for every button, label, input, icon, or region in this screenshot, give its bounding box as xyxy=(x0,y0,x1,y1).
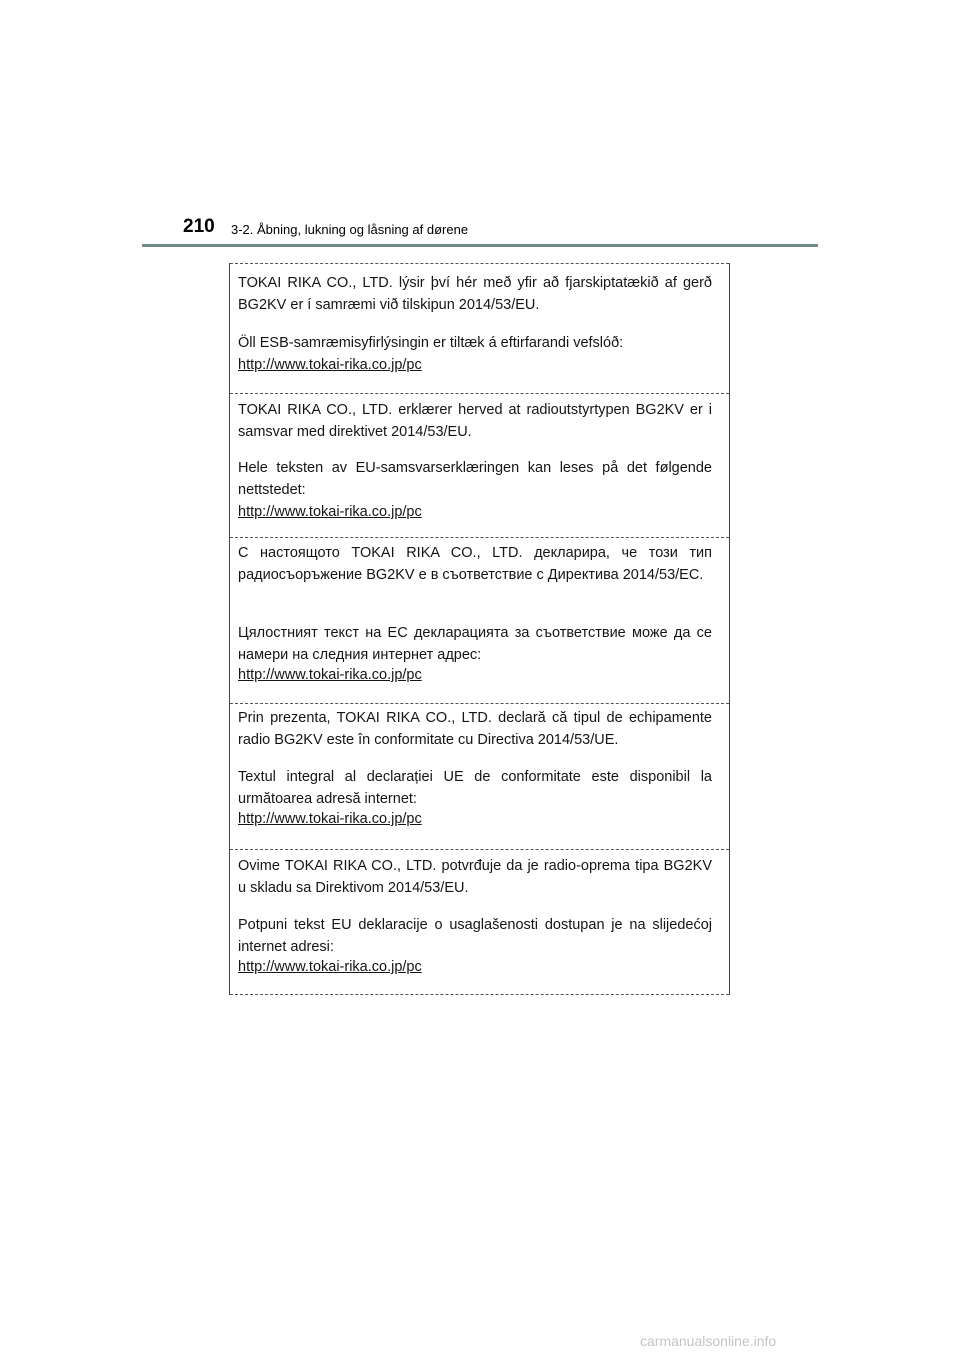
declaration-link[interactable]: http://www.tokai-rika.co.jp/pc xyxy=(238,959,422,975)
declaration-link[interactable]: http://www.tokai-rika.co.jp/pc xyxy=(238,504,422,520)
declaration-statement: TOKAI RIKA CO., LTD. erklærer herved at radioutstyrtypen BG2KV er i samsvar med direktivet 2014/53/EU. xyxy=(238,402,712,440)
page-number: 210 xyxy=(183,216,215,237)
declaration-link[interactable]: http://www.tokai-rika.co.jp/pc xyxy=(238,357,422,373)
declaration-icelandic xyxy=(230,263,729,393)
declaration-full-text: Potpuni tekst EU deklaracije o usaglašenosti dostupan je na slijedećoj internet adresi: xyxy=(238,917,712,955)
declaration-bulgarian xyxy=(230,537,729,703)
declaration-statement: Ovime TOKAI RIKA CO., LTD. potvrđuje da je radio-oprema tipa BG2KV u skladu sa Direktivom 2014/53/EU. xyxy=(238,858,712,896)
declaration-full-text: Öll ESB-samræmisyfirlýsingin er tiltæk á eftirfarandi vefslóð: xyxy=(238,335,624,351)
declaration-full-text: Textul integral al declarației UE de conformitate este disponibil la următoarea adresă internet: xyxy=(238,769,712,807)
declaration-norwegian xyxy=(230,393,729,537)
declaration-statement: Prin prezenta, TOKAI RIKA CO., LTD. declară că tipul de echipamente radio BG2KV este în conformitate cu Directiva 2014/53/UE. xyxy=(238,710,712,748)
declaration-link[interactable]: http://www.tokai-rika.co.jp/pc xyxy=(238,811,422,827)
declaration-statement: С настоящото TOKAI RIKA CO., LTD. декларира, че този тип радиосъоръжение BG2KV е в съответствие с Директива 2014/53/ЕС. xyxy=(238,545,712,583)
declaration-box xyxy=(229,263,730,995)
declaration-romanian xyxy=(230,703,729,849)
header-rule xyxy=(142,244,818,247)
declaration-croatian xyxy=(230,849,729,995)
watermark: carmanualsonline.info xyxy=(640,1333,777,1349)
declaration-full-text: Hele teksten av EU-samsvarserklæringen kan leses på det følgende nettstedet: xyxy=(238,460,712,498)
declaration-statement: TOKAI RIKA CO., LTD. lýsir því hér með yfir að fjarskiptatækið af gerð BG2KV er í samræmi við tilskipun 2014/53/EU. xyxy=(238,275,712,313)
declaration-full-text: Цялостният текст на ЕС декларацията за съответствие може да се намери на следния интернет адрес: xyxy=(238,625,712,663)
section-title: 3-2. Åbning, lukning og låsning af dørene xyxy=(231,222,469,237)
declaration-link[interactable]: http://www.tokai-rika.co.jp/pc xyxy=(238,667,422,683)
page-header xyxy=(0,0,960,250)
